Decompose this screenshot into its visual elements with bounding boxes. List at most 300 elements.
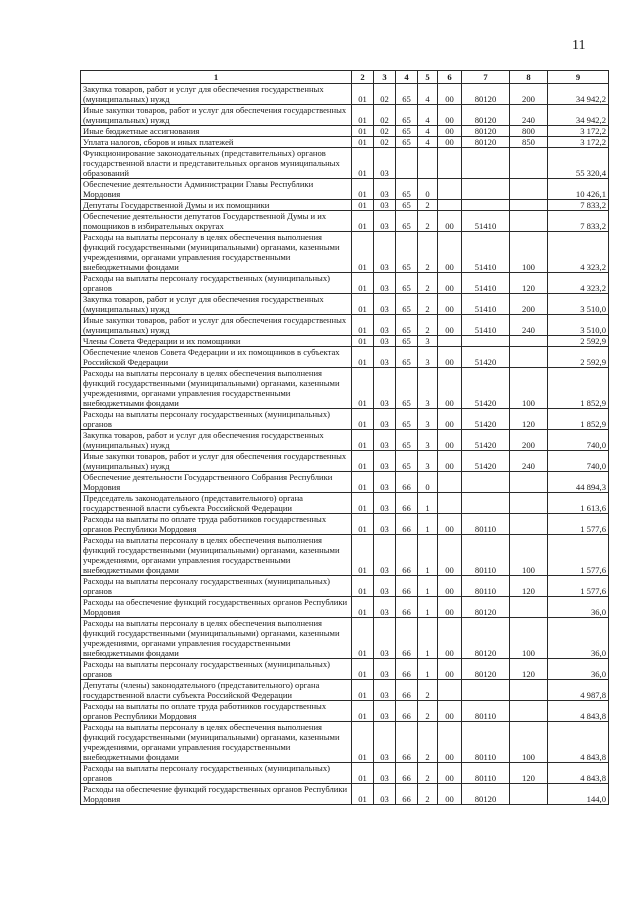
table-row [81,535,609,576]
subprogram-code-cell: 2 [418,200,438,211]
header-cell: 3 [374,71,396,84]
direction-code-cell: 00 [438,294,462,315]
section-code-cell: 01 [352,84,374,105]
row-name-cell: Расходы на выплаты персоналу в целях обеспечения выполнения функций государственными (муниципальными) органами, казенными учреждениями, органами управления государственными внебюджетными фондами [81,368,352,409]
program-code-cell: 65 [396,179,418,200]
page-number: 11 [572,38,586,53]
section-code-cell: 01 [352,597,374,618]
program-code-cell: 65 [396,232,418,273]
article-code-cell [462,472,510,493]
program-code-cell: 66 [396,659,418,680]
table-row [81,493,609,514]
row-name-cell: Расходы на выплаты персоналу в целях обеспечения выполнения функций государственными (муниципальными) органами, казенными учреждениями, органами управления государственными внебюджетными фондами [81,535,352,576]
amount-cell: 1 852,9 [548,368,609,409]
expense-type-code-cell: 200 [510,294,548,315]
table-row [81,273,609,294]
section-code-cell: 01 [352,784,374,805]
amount-cell: 34 942,2 [548,105,609,126]
direction-code-cell [438,336,462,347]
amount-cell: 144,0 [548,784,609,805]
table-row [81,472,609,493]
program-code-cell: 65 [396,409,418,430]
amount-cell: 1 577,6 [548,535,609,576]
amount-cell: 3 172,2 [548,126,609,137]
amount-cell: 10 426,1 [548,179,609,200]
row-name-cell: Закупка товаров, работ и услуг для обеспечения государственных (муниципальных) нужд [81,294,352,315]
direction-code-cell: 00 [438,576,462,597]
direction-code-cell: 00 [438,211,462,232]
direction-code-cell [438,472,462,493]
subprogram-code-cell: 0 [418,472,438,493]
article-code-cell: 80110 [462,514,510,535]
subsection-code-cell: 03 [374,179,396,200]
direction-code-cell: 00 [438,430,462,451]
subsection-code-cell: 03 [374,368,396,409]
subprogram-code-cell: 2 [418,315,438,336]
row-name-cell: Расходы на выплаты персоналу государственных (муниципальных) органов [81,273,352,294]
direction-code-cell: 00 [438,659,462,680]
direction-code-cell: 00 [438,784,462,805]
direction-code-cell: 00 [438,232,462,273]
section-code-cell: 01 [352,368,374,409]
table-row [81,232,609,273]
row-name-cell: Обеспечение деятельности Государственного Собрания Республики Мордовия [81,472,352,493]
subsection-code-cell: 03 [374,680,396,701]
section-code-cell: 01 [352,430,374,451]
expense-type-code-cell: 200 [510,430,548,451]
table-row [81,294,609,315]
subprogram-code-cell: 1 [418,514,438,535]
subsection-code-cell: 03 [374,618,396,659]
section-code-cell: 01 [352,294,374,315]
section-code-cell: 01 [352,701,374,722]
expense-type-code-cell [510,680,548,701]
header-cell: 1 [81,71,352,84]
table-row [81,576,609,597]
article-code-cell: 51420 [462,347,510,368]
expense-type-code-cell [510,200,548,211]
amount-cell: 3 510,0 [548,315,609,336]
row-name-cell: Расходы на выплаты по оплате труда работников государственных органов Республики Мордовия [81,701,352,722]
subsection-code-cell: 03 [374,701,396,722]
table-row [81,763,609,784]
subprogram-code-cell: 1 [418,535,438,576]
row-name-cell: Депутаты (члены) законодательного (представительного) органа государственной власти субъекта Российской Федерации [81,680,352,701]
subprogram-code-cell: 2 [418,763,438,784]
budget-table [80,70,609,805]
direction-code-cell: 00 [438,137,462,148]
program-code-cell: 66 [396,493,418,514]
program-code-cell: 66 [396,701,418,722]
direction-code-cell: 00 [438,535,462,576]
subsection-code-cell: 02 [374,137,396,148]
table-row [81,722,609,763]
subsection-code-cell: 03 [374,451,396,472]
amount-cell: 1 577,6 [548,576,609,597]
direction-code-cell [438,179,462,200]
subprogram-code-cell: 4 [418,84,438,105]
article-code-cell: 80120 [462,597,510,618]
subsection-code-cell: 03 [374,211,396,232]
direction-code-cell: 00 [438,514,462,535]
subsection-code-cell: 02 [374,105,396,126]
section-code-cell: 01 [352,179,374,200]
expense-type-code-cell: 240 [510,451,548,472]
amount-cell: 3 172,2 [548,137,609,148]
expense-type-code-cell [510,701,548,722]
subsection-code-cell: 03 [374,294,396,315]
table-row [81,451,609,472]
subsection-code-cell: 03 [374,409,396,430]
row-name-cell: Расходы на выплаты персоналу государственных (муниципальных) органов [81,763,352,784]
subprogram-code-cell: 1 [418,597,438,618]
row-name-cell: Иные закупки товаров, работ и услуг для обеспечения государственных (муниципальных) нужд [81,315,352,336]
subprogram-code-cell: 3 [418,336,438,347]
subprogram-code-cell [418,148,438,179]
subprogram-code-cell: 3 [418,409,438,430]
header-cell: 6 [438,71,462,84]
table-row [81,409,609,430]
amount-cell: 36,0 [548,618,609,659]
direction-code-cell: 00 [438,315,462,336]
program-code-cell: 65 [396,105,418,126]
section-code-cell: 01 [352,680,374,701]
amount-cell: 1 613,6 [548,493,609,514]
section-code-cell: 01 [352,315,374,336]
expense-type-code-cell [510,148,548,179]
section-code-cell: 01 [352,535,374,576]
article-code-cell: 80120 [462,84,510,105]
table-row [81,597,609,618]
direction-code-cell: 00 [438,84,462,105]
article-code-cell: 51410 [462,273,510,294]
article-code-cell: 80110 [462,701,510,722]
table-row [81,784,609,805]
program-code-cell: 66 [396,597,418,618]
amount-cell: 4 843,8 [548,763,609,784]
table-header-row [81,71,609,84]
program-code-cell: 66 [396,514,418,535]
subprogram-code-cell: 1 [418,576,438,597]
article-code-cell: 51420 [462,451,510,472]
amount-cell: 4 843,8 [548,701,609,722]
section-code-cell: 01 [352,618,374,659]
section-code-cell: 01 [352,336,374,347]
expense-type-code-cell: 120 [510,576,548,597]
program-code-cell: 66 [396,763,418,784]
expense-type-code-cell: 240 [510,105,548,126]
article-code-cell [462,680,510,701]
expense-type-code-cell: 100 [510,368,548,409]
row-name-cell: Расходы на выплаты персоналу государственных (муниципальных) органов [81,659,352,680]
direction-code-cell: 00 [438,273,462,294]
section-code-cell: 01 [352,451,374,472]
row-name-cell: Иные бюджетные ассигнования [81,126,352,137]
subprogram-code-cell: 2 [418,211,438,232]
table-row [81,84,609,105]
amount-cell: 44 894,3 [548,472,609,493]
subprogram-code-cell: 3 [418,430,438,451]
header-cell: 7 [462,71,510,84]
amount-cell: 4 323,2 [548,273,609,294]
amount-cell: 3 510,0 [548,294,609,315]
table-row [81,347,609,368]
article-code-cell: 51420 [462,368,510,409]
expense-type-code-cell [510,336,548,347]
article-code-cell: 51420 [462,409,510,430]
program-code-cell: 66 [396,535,418,576]
section-code-cell: 01 [352,211,374,232]
row-name-cell: Иные закупки товаров, работ и услуг для обеспечения государственных (муниципальных) нужд [81,451,352,472]
subprogram-code-cell: 2 [418,273,438,294]
amount-cell: 4 843,8 [548,722,609,763]
subprogram-code-cell: 4 [418,137,438,148]
table-row [81,179,609,200]
expense-type-code-cell: 100 [510,722,548,763]
row-name-cell: Расходы на выплаты персоналу государственных (муниципальных) органов [81,409,352,430]
direction-code-cell: 00 [438,347,462,368]
subsection-code-cell: 03 [374,336,396,347]
program-code-cell: 65 [396,347,418,368]
table-row [81,618,609,659]
subsection-code-cell: 03 [374,514,396,535]
section-code-cell: 01 [352,137,374,148]
table-row [81,126,609,137]
expense-type-code-cell [510,347,548,368]
article-code-cell: 80120 [462,659,510,680]
program-code-cell: 65 [396,200,418,211]
amount-cell: 2 592,9 [548,336,609,347]
expense-type-code-cell [510,472,548,493]
subsection-code-cell: 03 [374,659,396,680]
article-code-cell: 51410 [462,211,510,232]
subprogram-code-cell: 3 [418,451,438,472]
header-cell: 4 [396,71,418,84]
section-code-cell: 01 [352,409,374,430]
direction-code-cell: 00 [438,618,462,659]
direction-code-cell: 00 [438,451,462,472]
table-row [81,701,609,722]
section-code-cell: 01 [352,576,374,597]
program-code-cell: 65 [396,294,418,315]
article-code-cell [462,336,510,347]
subprogram-code-cell: 4 [418,105,438,126]
subprogram-code-cell: 4 [418,126,438,137]
section-code-cell: 01 [352,763,374,784]
article-code-cell: 80110 [462,535,510,576]
subsection-code-cell: 03 [374,493,396,514]
program-code-cell: 66 [396,618,418,659]
row-name-cell: Расходы на выплаты персоналу государственных (муниципальных) органов [81,576,352,597]
section-code-cell: 01 [352,126,374,137]
amount-cell: 1 577,6 [548,514,609,535]
row-name-cell: Расходы на обеспечение функций государственных органов Республики Мордовия [81,597,352,618]
subprogram-code-cell: 2 [418,784,438,805]
row-name-cell: Депутаты Государственной Думы и их помощники [81,200,352,211]
row-name-cell: Расходы на выплаты персоналу в целях обеспечения выполнения функций государственными (муниципальными) органами, казенными учреждениями, органами управления государственными внебюджетными фондами [81,722,352,763]
header-cell: 2 [352,71,374,84]
expense-type-code-cell: 120 [510,659,548,680]
row-name-cell: Председатель законодательного (представительного) органа государственной власти субъекта Российской Федерации [81,493,352,514]
direction-code-cell: 00 [438,368,462,409]
program-code-cell: 65 [396,273,418,294]
row-name-cell: Обеспечение деятельности Администрации Главы Республики Мордовия [81,179,352,200]
program-code-cell: 65 [396,126,418,137]
expense-type-code-cell [510,514,548,535]
amount-cell: 7 833,2 [548,211,609,232]
subprogram-code-cell: 3 [418,347,438,368]
section-code-cell: 01 [352,659,374,680]
expense-type-code-cell: 100 [510,618,548,659]
program-code-cell: 65 [396,315,418,336]
amount-cell: 4 987,8 [548,680,609,701]
program-code-cell: 65 [396,368,418,409]
subsection-code-cell: 03 [374,763,396,784]
expense-type-code-cell [510,493,548,514]
article-code-cell: 80120 [462,784,510,805]
row-name-cell: Расходы на выплаты персоналу в целях обеспечения выполнения функций государственными (муниципальными) органами, казенными учреждениями, органами управления государственными внебюджетными фондами [81,618,352,659]
article-code-cell: 80120 [462,618,510,659]
article-code-cell [462,200,510,211]
row-name-cell: Уплата налогов, сборов и иных платежей [81,137,352,148]
subsection-code-cell: 03 [374,148,396,179]
subprogram-code-cell: 1 [418,659,438,680]
article-code-cell: 51410 [462,232,510,273]
article-code-cell: 51410 [462,294,510,315]
row-name-cell: Закупка товаров, работ и услуг для обеспечения государственных (муниципальных) нужд [81,430,352,451]
row-name-cell: Расходы на выплаты по оплате труда работников государственных органов Республики Мордовия [81,514,352,535]
subprogram-code-cell: 3 [418,368,438,409]
article-code-cell [462,179,510,200]
article-code-cell [462,493,510,514]
row-name-cell: Расходы на обеспечение функций государственных органов Республики Мордовия [81,784,352,805]
section-code-cell: 01 [352,105,374,126]
table-row [81,336,609,347]
header-cell: 9 [548,71,609,84]
amount-cell: 55 320,4 [548,148,609,179]
table-row [81,430,609,451]
expense-type-code-cell: 100 [510,535,548,576]
table-row [81,137,609,148]
expense-type-code-cell: 100 [510,232,548,273]
direction-code-cell [438,148,462,179]
section-code-cell: 01 [352,347,374,368]
section-code-cell: 01 [352,722,374,763]
article-code-cell: 80110 [462,576,510,597]
direction-code-cell: 00 [438,105,462,126]
section-code-cell: 01 [352,273,374,294]
article-code-cell: 80120 [462,137,510,148]
amount-cell: 36,0 [548,659,609,680]
amount-cell: 36,0 [548,597,609,618]
table-row [81,659,609,680]
program-code-cell: 65 [396,211,418,232]
amount-cell: 1 852,9 [548,409,609,430]
amount-cell: 34 942,2 [548,84,609,105]
row-name-cell: Закупка товаров, работ и услуг для обеспечения государственных (муниципальных) нужд [81,84,352,105]
subprogram-code-cell: 2 [418,722,438,763]
amount-cell: 4 323,2 [548,232,609,273]
expense-type-code-cell: 200 [510,84,548,105]
amount-cell: 740,0 [548,451,609,472]
subsection-code-cell: 03 [374,315,396,336]
program-code-cell: 65 [396,84,418,105]
program-code-cell: 65 [396,451,418,472]
expense-type-code-cell: 800 [510,126,548,137]
expense-type-code-cell [510,784,548,805]
table-row [81,315,609,336]
direction-code-cell: 00 [438,722,462,763]
row-name-cell: Функционирование законодательных (представительных) органов государственной власти и представительных органов муниципальных образований [81,148,352,179]
header-cell: 8 [510,71,548,84]
subsection-code-cell: 03 [374,200,396,211]
subsection-code-cell: 03 [374,472,396,493]
program-code-cell [396,148,418,179]
program-code-cell: 66 [396,680,418,701]
expense-type-code-cell [510,179,548,200]
subprogram-code-cell: 1 [418,618,438,659]
expense-type-code-cell [510,597,548,618]
table-row [81,514,609,535]
section-code-cell: 01 [352,472,374,493]
amount-cell: 740,0 [548,430,609,451]
table-row [81,368,609,409]
subprogram-code-cell: 2 [418,232,438,273]
subprogram-code-cell: 1 [418,493,438,514]
expense-type-code-cell: 240 [510,315,548,336]
subsection-code-cell: 03 [374,597,396,618]
subsection-code-cell: 02 [374,84,396,105]
expense-type-code-cell [510,211,548,232]
article-code-cell: 51410 [462,315,510,336]
header-cell: 5 [418,71,438,84]
row-name-cell: Члены Совета Федерации и их помощники [81,336,352,347]
table-row [81,680,609,701]
section-code-cell: 01 [352,148,374,179]
row-name-cell: Обеспечение членов Совета Федерации и их помощников в субъектах Российской Федерации [81,347,352,368]
program-code-cell: 66 [396,784,418,805]
subsection-code-cell: 03 [374,576,396,597]
direction-code-cell: 00 [438,763,462,784]
direction-code-cell [438,200,462,211]
subsection-code-cell: 03 [374,273,396,294]
table-row [81,211,609,232]
row-name-cell: Обеспечение деятельности депутатов Государственной Думы и их помощников в избирательных округах [81,211,352,232]
row-name-cell: Расходы на выплаты персоналу в целях обеспечения выполнения функций государственными (муниципальными) органами, казенными учреждениями, органами управления государственными внебюджетными фондами [81,232,352,273]
subsection-code-cell: 03 [374,347,396,368]
subsection-code-cell: 03 [374,232,396,273]
program-code-cell: 65 [396,336,418,347]
subprogram-code-cell: 0 [418,179,438,200]
subsection-code-cell: 03 [374,722,396,763]
subprogram-code-cell: 2 [418,294,438,315]
expense-type-code-cell: 120 [510,763,548,784]
expense-type-code-cell: 850 [510,137,548,148]
row-name-cell: Иные закупки товаров, работ и услуг для обеспечения государственных (муниципальных) нужд [81,105,352,126]
direction-code-cell: 00 [438,409,462,430]
subsection-code-cell: 03 [374,784,396,805]
section-code-cell: 01 [352,232,374,273]
subsection-code-cell: 03 [374,535,396,576]
direction-code-cell [438,680,462,701]
subsection-code-cell: 02 [374,126,396,137]
direction-code-cell: 00 [438,701,462,722]
subprogram-code-cell: 2 [418,701,438,722]
program-code-cell: 65 [396,430,418,451]
article-code-cell [462,148,510,179]
direction-code-cell [438,493,462,514]
article-code-cell: 80120 [462,126,510,137]
